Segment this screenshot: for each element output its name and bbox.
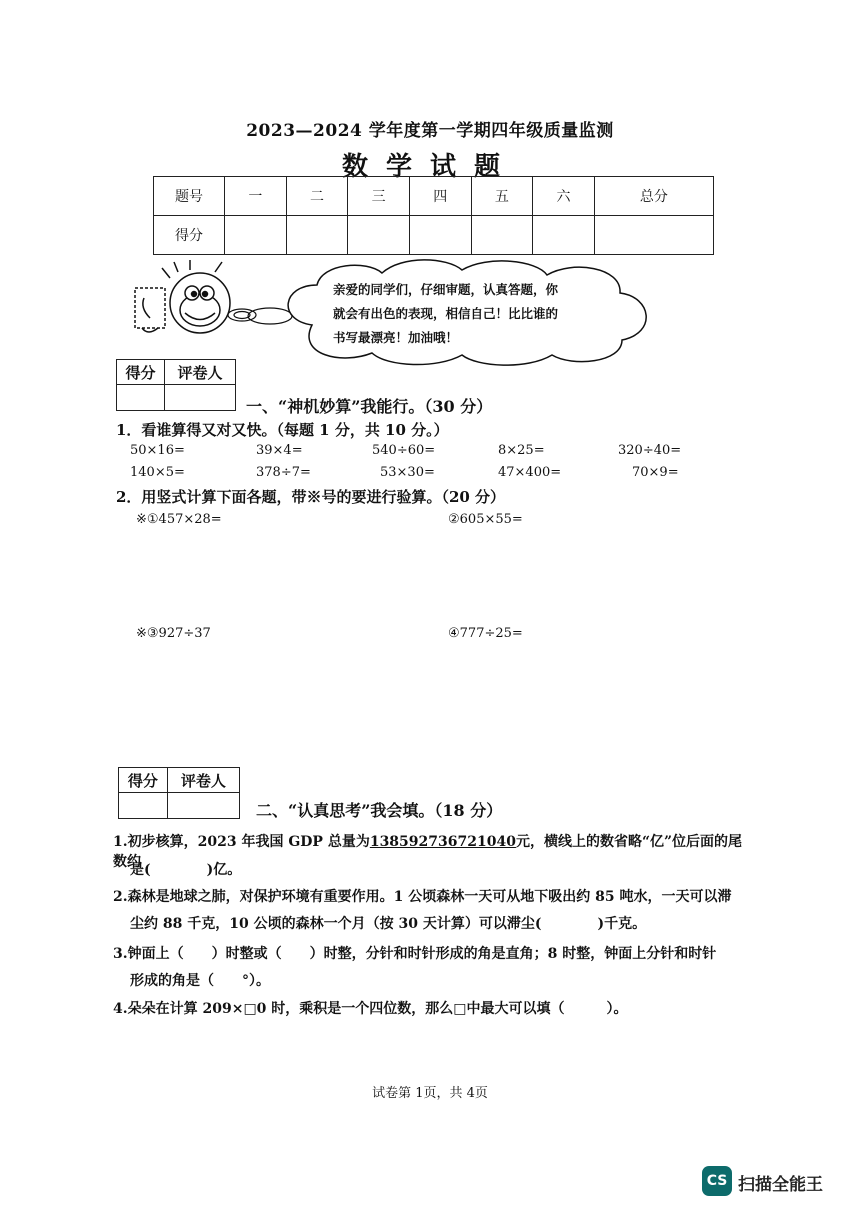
score-row-label: 得分 [154,216,225,255]
score-cell: 三 [348,177,410,216]
score-blank [225,216,287,255]
score-blank [594,216,713,255]
section1-q1-title: 1．看谁算得又对又快。（每题 1 分，共 10 分。） [116,421,449,439]
score-cell: 总分 [594,177,713,216]
vertical-calc-item: ②605×55= [448,512,523,527]
score-blank [286,216,348,255]
grader-name-label: 评卷人 [167,768,239,793]
calc-item: 39×4= [256,443,303,458]
calc-item: 540÷60= [372,443,436,458]
score-cell: 一 [225,177,287,216]
score-cell: 五 [471,177,533,216]
subject-title: 数学试题 [341,152,518,182]
section2-q3-line2: 形成的角是（ °）。 [130,973,270,989]
score-table-score-row [154,216,714,255]
score-table-header-row [154,177,714,216]
q1-answer-line: 是( )亿。 [130,862,242,878]
grader-box [118,767,240,819]
calc-item: 50×16= [130,443,185,458]
grader-name-blank [164,385,235,411]
section1-title: 一、“神机妙算”我能行。（30 分） [246,397,493,416]
encouragement-line: 书写最漂亮！加油哦！ [333,330,459,345]
encouragement-line: 亲爱的同学们，仔细审题，认真答题，你 [333,282,559,297]
page-footer: 试卷第 1页，共 4页 [372,1086,488,1101]
score-blank [409,216,471,255]
section2-q2-line2: 尘约 88 千克，10 公顷的森林一个月（按 30 天计算）可以滞尘( )千克。 [130,916,647,932]
vertical-calc-item: ※①457×28= [136,512,222,527]
encouragement-text [333,278,593,350]
q1-text: 元，横线上的数省略“亿”位后面的尾数约 [113,834,743,870]
grader-score-label: 得分 [117,360,165,385]
grader-name-label: 评卷人 [164,360,235,385]
section1-q2-title: 2．用竖式计算下面各题，带※号的要进行验算。（20 分） [116,488,506,506]
score-cell: 题号 [154,177,225,216]
calc-item: 47×400= [498,465,562,480]
calc-item: 53×30= [380,465,435,480]
grader-name-blank [167,793,239,819]
calc-item: 378÷7= [256,465,311,480]
vertical-calc-item: ※③927÷37 [136,626,211,641]
calc-item: 8×25= [498,443,545,458]
section2-title: 二、“认真思考”我会填。（18 分） [256,801,503,820]
encouragement-line: 就会有出色的表现，相信自己！比比谁的 [333,306,559,321]
score-cell: 六 [533,177,595,216]
grader-score-blank [119,793,168,819]
calc-item: 140×5= [130,465,185,480]
score-blank [348,216,410,255]
calc-item: 70×9= [632,465,679,480]
grader-score-label: 得分 [119,768,168,793]
grader-score-blank [117,385,165,411]
score-blank [533,216,595,255]
q1-text: 1.初步核算，2023 年我国 GDP 总量为 [113,834,370,850]
gdp-number: 138592736721040 [369,834,516,850]
grader-box [116,359,236,411]
section2-q4: 4.朵朵在计算 209×□0 时，乘积是一个四位数，那么□中最大可以填（ ）。 [113,1001,628,1017]
score-table [153,176,714,255]
section2-q2-line1: 2.森林是地球之肺，对保护环境有重要作用。1 公顷森林一天可从地下吸出约 85 吨水，一天可以滞 [113,889,732,905]
score-cell: 二 [286,177,348,216]
scanner-brand: 扫描全能王 [738,1175,823,1195]
calc-item: 320÷40= [618,443,682,458]
section2-q3-line1: 3.钟面上（ ）时整或（ ）时整，分针和时针形成的角是直角；8 时整，钟面上分针和时针 [113,946,717,962]
score-cell: 四 [409,177,471,216]
score-blank [471,216,533,255]
vertical-calc-item: ④777÷25= [448,626,523,641]
camscanner-logo-icon: CS [702,1166,732,1196]
exam-title: 2023—2024 学年度第一学期四年级质量监测 [246,121,614,141]
